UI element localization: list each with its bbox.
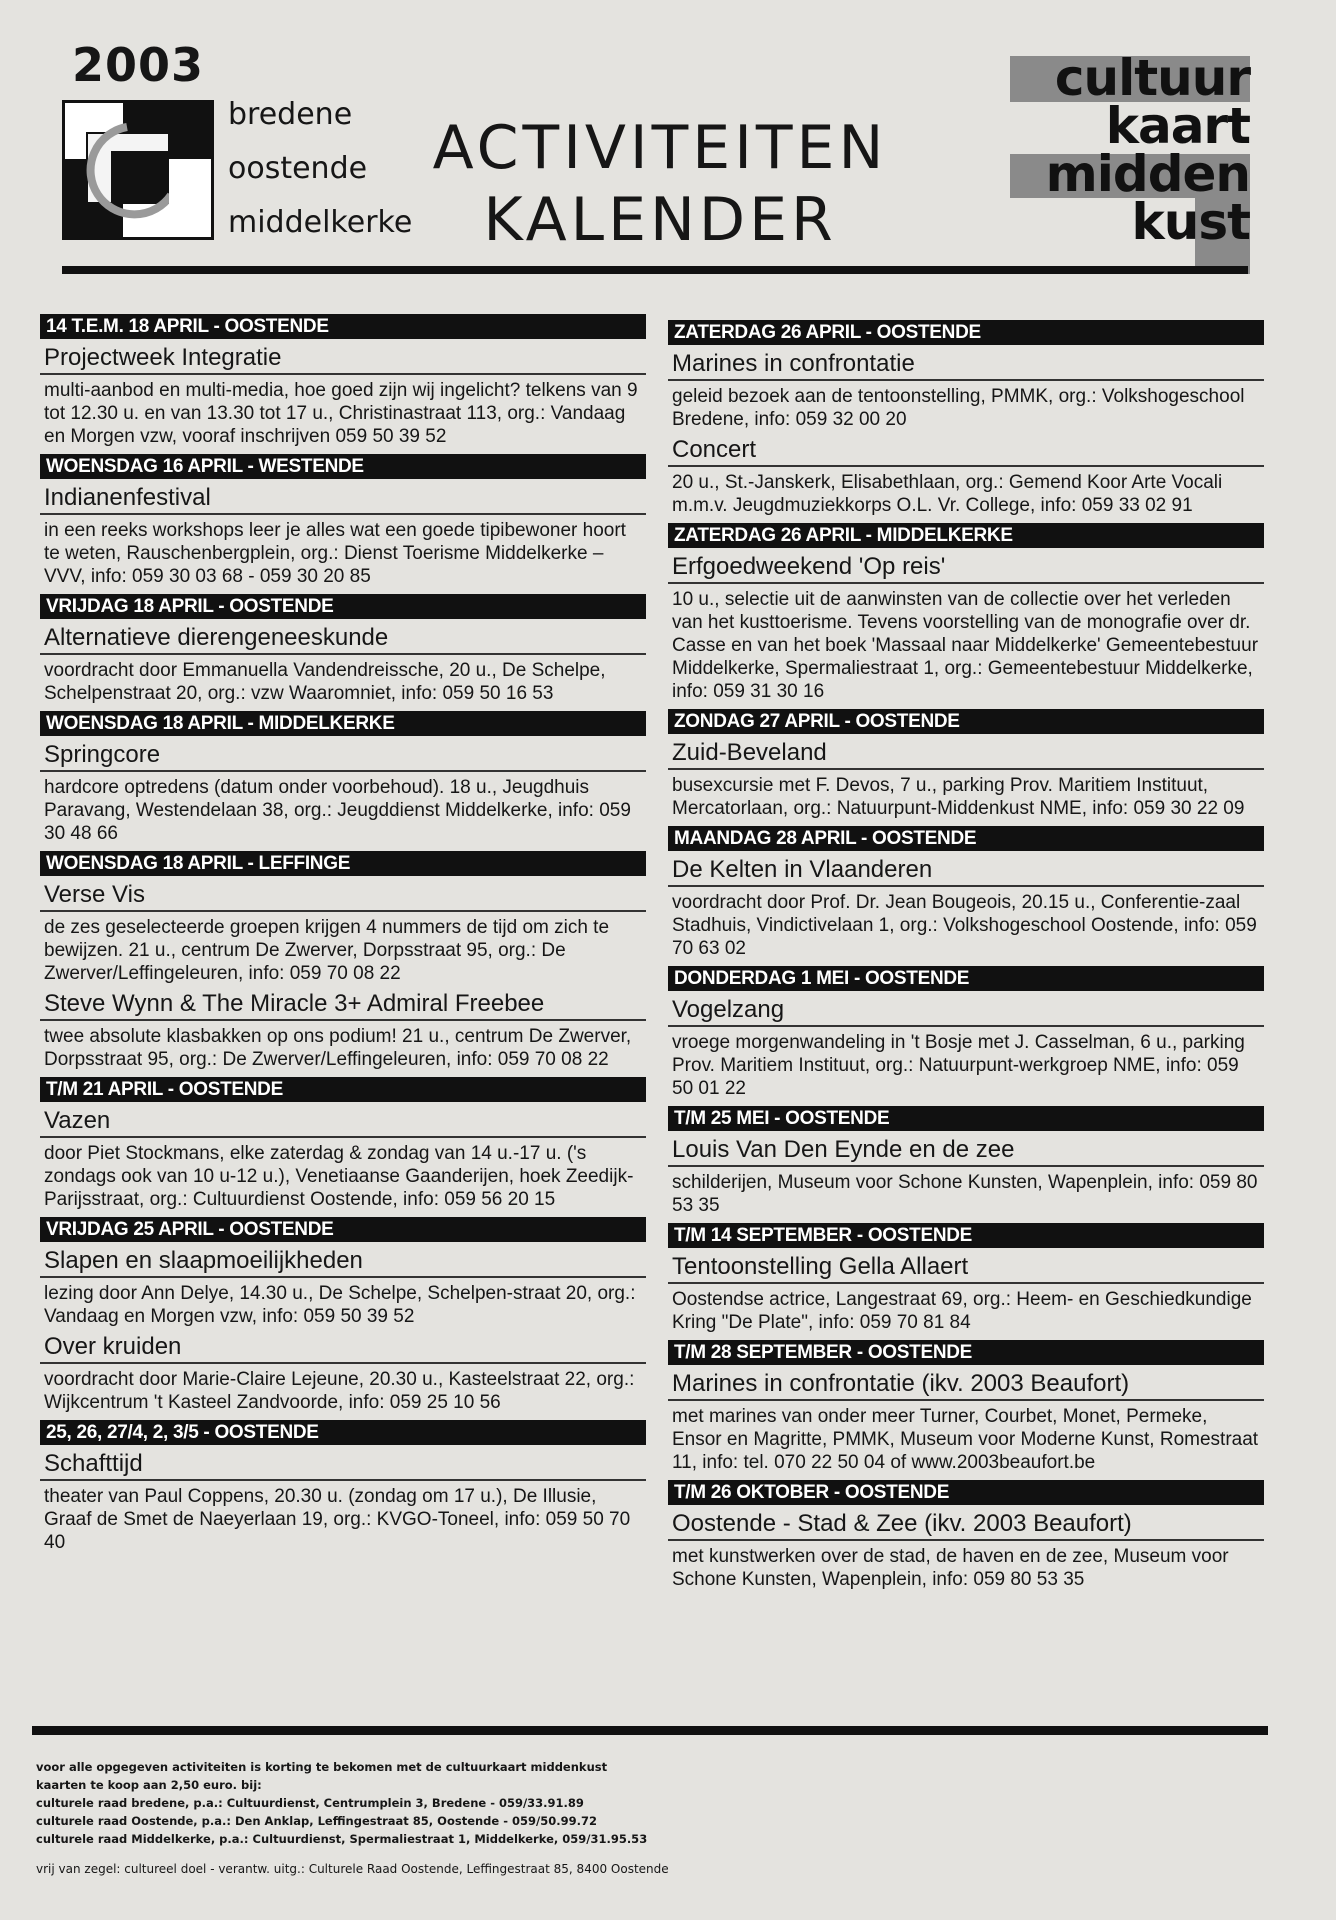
right-column xyxy=(668,320,1264,1597)
event-title: Projectweek Integratie xyxy=(40,343,646,375)
event-title: Zuid-Beveland xyxy=(668,738,1264,770)
event-description: twee absolute klasbakken op ons podium! 21 u., centrum De Zwerver, Dorpsstraat 95, org.: De Zwerver/Leffingeleuren, info: 059 70 08 22 xyxy=(44,1026,632,1070)
event xyxy=(668,1509,1264,1591)
event-description: schilderijen, Museum voor Schone Kunsten, Wapenplein, info: 059 80 53 35 xyxy=(672,1172,1258,1216)
event xyxy=(40,1449,646,1554)
event xyxy=(40,989,646,1071)
event-title: Springcore xyxy=(40,740,646,772)
event xyxy=(40,1332,646,1414)
date-bar: 25, 26, 27/4, 2, 3/5 - OOSTENDE xyxy=(40,1420,646,1445)
event-description: 10 u., selectie uit de aanwinsten van de collectie over het verleden van het kusttoerisme. Tevens voorstelling van de monografie over dr. Casse en van het boek 'Massaal naar Middelkerke' Gemeentebestuur Middelkerke, Spermaliestraat 1, org.: Gemeentebestuur Middelkerke, info: 059 31 30 16 xyxy=(672,589,1259,702)
event-title: Marines in confrontatie xyxy=(668,349,1264,381)
event-description: 20 u., St.-Janskerk, Elisabethlaan, org.: Gemend Koor Arte Vocali m.m.v. Jeugdmuziekkorps O.L. Vr. College, info: 059 33 02 91 xyxy=(672,472,1223,516)
footer-line: culturele raad Oostende, p.a.: Den Anklap, Leffingestraat 85, Oostende - 059/50.99.72 xyxy=(36,1814,597,1828)
date-bar: WOENSDAG 16 APRIL - WESTENDE xyxy=(40,454,646,479)
event-title: Over kruiden xyxy=(40,1332,646,1364)
event-description: theater van Paul Coppens, 20.30 u. (zondag om 17 u.), De Illusie, Graaf de Smet de Naeyerlaan 19, org.: KVGO-Toneel, info: 059 50 70 40 xyxy=(44,1486,631,1553)
event-title: Indianenfestival xyxy=(40,483,646,515)
date-bar: T/M 21 APRIL - OOSTENDE xyxy=(40,1077,646,1102)
date-bar: DONDERDAG 1 MEI - OOSTENDE xyxy=(668,966,1264,991)
event-description: voordracht door Prof. Dr. Jean Bougeois, 20.15 u., Conferentie-zaal Stadhuis, Vindictivelaan 1, org.: Volkshogeschool Oostende, info: 059 70 63 02 xyxy=(672,892,1257,959)
ck-word-3: midden xyxy=(1045,145,1250,203)
event-title: Erfgoedweekend 'Op reis' xyxy=(668,552,1264,584)
event-title: Slapen en slaapmoeilijkheden xyxy=(40,1246,646,1278)
event xyxy=(668,349,1264,431)
publisher-line: vrij van zegel: cultureel doel - verantw. uitg.: Culturele Raad Oostende, Leffingestraat 85, 8400 Oostende xyxy=(36,1862,669,1876)
event-title: Tentoonstelling Gella Allaert xyxy=(668,1252,1264,1284)
event xyxy=(668,435,1264,517)
event-group xyxy=(668,966,1264,1100)
date-bar: WOENSDAG 18 APRIL - LEFFINGE xyxy=(40,851,646,876)
event-description: multi-aanbod en multi-media, hoe goed zijn wij ingelicht? telkens van 9 tot 12.30 u. en van 13.30 tot 17 u., Christinastraat 113, org.: Vandaag en Morgen vzw, vooraf inschrijven 059 50 39 52 xyxy=(44,380,638,447)
town-bredene: bredene xyxy=(228,97,353,132)
event-description: met marines van onder meer Turner, Courbet, Monet, Permeke, Ensor en Magritte, PMMK, Museum voor Moderne Kunst, Romestraat 11, info: tel. 070 22 50 04 of www.2003beaufort.be xyxy=(672,1406,1259,1473)
date-bar: WOENSDAG 18 APRIL - MIDDELKERKE xyxy=(40,711,646,736)
event-description: Oostendse actrice, Langestraat 69, org.: Heem- en Geschiedkundige Kring "De Plate", info: 059 70 81 84 xyxy=(672,1289,1252,1333)
event xyxy=(40,483,646,588)
footer-line: voor alle opgegeven activiteiten is korting te bekomen met de cultuurkaart middenkust xyxy=(36,1760,608,1774)
footer-line: culturele raad bredene, p.a.: Cultuurdienst, Centrumplein 3, Bredene - 059/33.91.89 xyxy=(36,1796,584,1810)
date-bar: 14 T.E.M. 18 APRIL - OOSTENDE xyxy=(40,314,646,339)
event xyxy=(668,855,1264,960)
event xyxy=(40,1246,646,1328)
event xyxy=(40,880,646,985)
ck-word-2: kaart xyxy=(1105,97,1250,155)
event-group xyxy=(668,1106,1264,1217)
town-oostende: oostende xyxy=(228,151,368,186)
footer-text xyxy=(36,1758,836,1848)
event-description: de zes geselecteerde groepen krijgen 4 nummers de tijd om zich te bewijzen. 21 u., centrum De Zwerver, Dorpsstraat 95, org.: De Zwerver/Leffingeleuren, info: 059 70 08 22 xyxy=(44,917,610,984)
event-group xyxy=(668,320,1264,517)
event-description: busexcursie met F. Devos, 7 u., parking Prov. Maritiem Instituut, Mercatorlaan, org.: Natuurpunt-Middenkust NME, info: 059 30 22 09 xyxy=(672,775,1245,819)
event-group xyxy=(40,594,646,705)
header-rule xyxy=(62,266,1248,274)
date-bar: T/M 26 OKTOBER - OOSTENDE xyxy=(668,1480,1264,1505)
date-bar: VRIJDAG 25 APRIL - OOSTENDE xyxy=(40,1217,646,1242)
event-description: door Piet Stockmans, elke zaterdag & zondag van 14 u.-17 u. ('s zondags ook van 10 u-12 u.), Venetiaanse Gaanderijen, hoek Zeedijk-Parijsstraat, org.: Cultuurdienst Oostende, info: 059 56 20 15 xyxy=(44,1143,634,1210)
ck-word-1: cultuur xyxy=(1054,49,1250,107)
ck-word-4: kust xyxy=(1131,193,1250,251)
event-title: Steve Wynn & The Miracle 3+ Admiral Freebee xyxy=(40,989,646,1021)
title-line-2: KALENDER xyxy=(483,185,837,255)
event xyxy=(40,740,646,845)
event-description: lezing door Ann Delye, 14.30 u., De Schelpe, Schelpen-straat 20, org.: Vandaag en Morgen vzw, info: 059 50 39 52 xyxy=(44,1283,636,1327)
event-group xyxy=(40,1077,646,1211)
event-group xyxy=(40,454,646,588)
event-title: Alternatieve dierengeneeskunde xyxy=(40,623,646,655)
event-title: Concert xyxy=(668,435,1264,467)
date-bar: VRIJDAG 18 APRIL - OOSTENDE xyxy=(40,594,646,619)
footer-line: culturele raad Middelkerke, p.a.: Cultuurdienst, Spermaliestraat 1, Middelkerke, 059/31.95.53 xyxy=(36,1832,648,1846)
event xyxy=(668,995,1264,1100)
left-column xyxy=(40,314,646,1560)
date-bar: T/M 28 SEPTEMBER - OOSTENDE xyxy=(668,1340,1264,1365)
event-description: voordracht door Marie-Claire Lejeune, 20.30 u., Kasteelstraat 22, org.: Wijkcentrum 't Kasteel Zandvoorde, info: 059 25 10 56 xyxy=(44,1369,635,1413)
footer-line: kaarten te koop aan 2,50 euro. bij: xyxy=(36,1778,262,1792)
logo-icon xyxy=(62,100,214,240)
event-title: Marines in confrontatie (ikv. 2003 Beaufort) xyxy=(668,1369,1264,1401)
event xyxy=(40,1106,646,1211)
event-title: De Kelten in Vlaanderen xyxy=(668,855,1264,887)
event-description: in een reeks workshops leer je alles wat een goede tipibewoner hoort te weten, Rauschenbergplein, org.: Dienst Toerisme Middelkerke – VVV, info: 059 30 03 68 - 059 30 20 85 xyxy=(44,520,626,587)
event-group xyxy=(668,1340,1264,1474)
event-title: Vazen xyxy=(40,1106,646,1138)
event-description: met kunstwerken over de stad, de haven en de zee, Museum voor Schone Kunsten, Wapenplein, info: 059 80 53 35 xyxy=(672,1546,1229,1590)
page-title xyxy=(420,112,900,256)
event-title: Vogelzang xyxy=(668,995,1264,1027)
event-group xyxy=(40,1420,646,1554)
event xyxy=(668,738,1264,820)
event-group xyxy=(40,711,646,845)
event-description: geleid bezoek aan de tentoonstelling, PMMK, org.: Volkshogeschool Bredene, info: 059 32 00 20 xyxy=(672,386,1245,430)
event-description: hardcore optredens (datum onder voorbehoud). 18 u., Jeugdhuis Paravang, Westendelaan 38, org.: Jeugddienst Middelkerke, info: 059 30 48 66 xyxy=(44,777,631,844)
event-description: vroege morgenwandeling in 't Bosje met J. Casselman, 6 u., parking Prov. Maritiem Instituut, org.: Natuurpunt-werkgroep NME, info: 059 50 01 22 xyxy=(672,1032,1245,1099)
event-group xyxy=(40,314,646,448)
event-group xyxy=(668,1480,1264,1591)
event-group xyxy=(40,1217,646,1414)
date-bar: ZATERDAG 26 APRIL - MIDDELKERKE xyxy=(668,523,1264,548)
event xyxy=(668,1369,1264,1474)
cultuurkaart-logo xyxy=(1010,49,1250,274)
event xyxy=(668,1252,1264,1334)
year-label: 2003 xyxy=(72,38,205,92)
date-bar: ZONDAG 27 APRIL - OOSTENDE xyxy=(668,709,1264,734)
event-title: Oostende - Stad & Zee (ikv. 2003 Beaufort) xyxy=(668,1509,1264,1541)
event-group xyxy=(668,709,1264,820)
event-group xyxy=(668,826,1264,960)
event-title: Louis Van Den Eynde en de zee xyxy=(668,1135,1264,1167)
event-group xyxy=(668,1223,1264,1334)
date-bar: ZATERDAG 26 APRIL - OOSTENDE xyxy=(668,320,1264,345)
event xyxy=(40,343,646,448)
town-list xyxy=(228,88,412,250)
event xyxy=(668,552,1264,703)
date-bar: T/M 14 SEPTEMBER - OOSTENDE xyxy=(668,1223,1264,1248)
event-title: Schafttijd xyxy=(40,1449,646,1481)
town-middelkerke: middelkerke xyxy=(228,205,413,240)
event xyxy=(668,1135,1264,1217)
event-group xyxy=(668,523,1264,703)
date-bar: MAANDAG 28 APRIL - OOSTENDE xyxy=(668,826,1264,851)
date-bar: T/M 25 MEI - OOSTENDE xyxy=(668,1106,1264,1131)
title-line-1: ACTIVITEITEN xyxy=(432,113,888,183)
event-group xyxy=(40,851,646,1071)
footer-rule xyxy=(32,1726,1268,1735)
event-title: Verse Vis xyxy=(40,880,646,912)
event-description: voordracht door Emmanuella Vandendreissche, 20 u., De Schelpe, Schelpenstraat 20, org.: vzw Waaromniet, info: 059 50 16 53 xyxy=(44,660,606,704)
cultuurkaart-text xyxy=(1045,49,1250,251)
event xyxy=(40,623,646,705)
